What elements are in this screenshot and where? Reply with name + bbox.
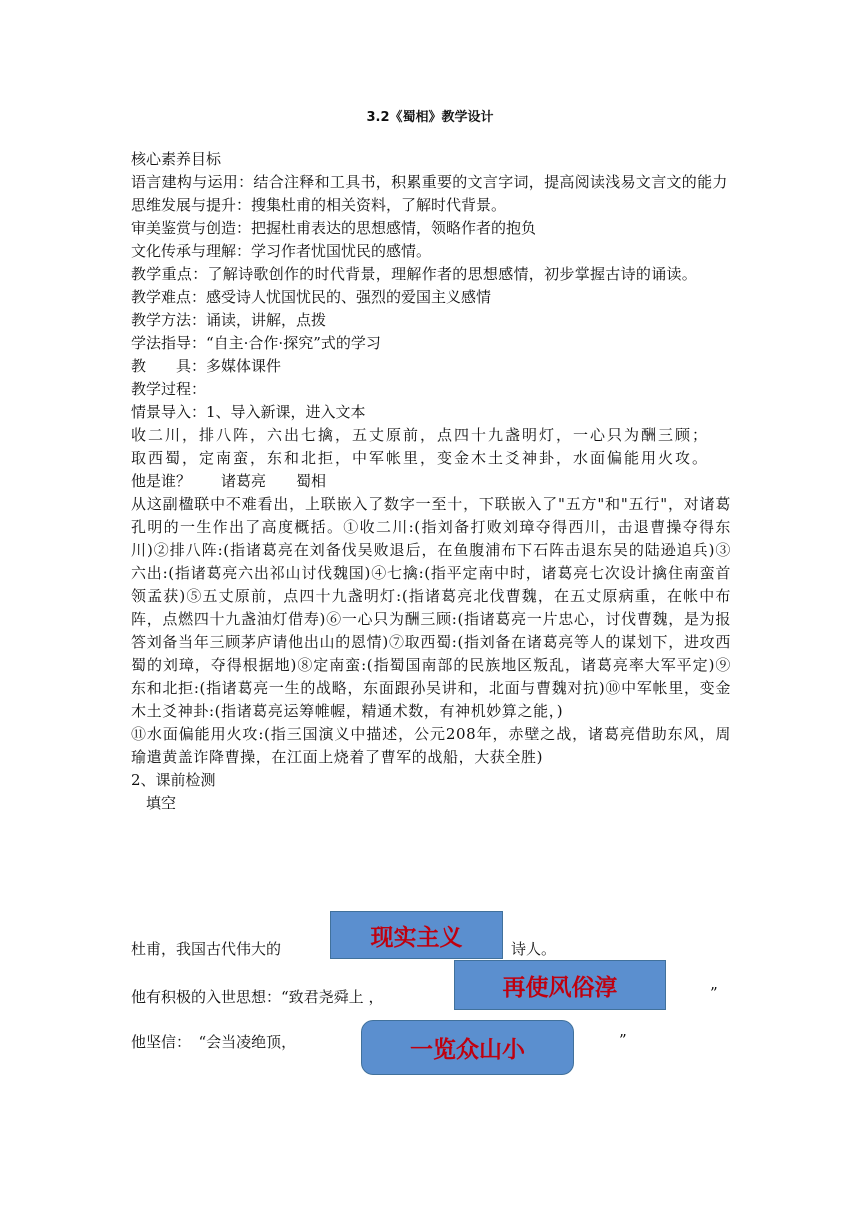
text-line: 文化传承与理解：学习作者忧国忧民的感情。 [131, 242, 432, 260]
fill-row-3-after [619, 1031, 627, 1049]
answer-box[interactable]: 一览众山小 [361, 1020, 574, 1075]
document-body [131, 148, 731, 815]
fill-row-2 [131, 986, 383, 1007]
fill-suffix: ” [710, 984, 718, 1002]
fill-suffix: ” [619, 1031, 627, 1049]
fill-prompt: 他有积极的入世思想：“致君尧舜上 ， [131, 988, 384, 1006]
fill-prompt: 他坚信： “会当凌绝顶， [131, 1033, 297, 1051]
text-line: 教学难点：感受诗人忧国忧民的、强烈的爱国主义感情 [131, 288, 492, 306]
text-line: 教学过程： [131, 380, 207, 398]
answer-box[interactable]: 再使风俗淳 [454, 960, 666, 1010]
text-line: 他是谁？ 诸葛亮 蜀相 [131, 472, 327, 490]
text-line: 审美鉴赏与创造：把握杜甫表达的思想感情，领略作者的抱负 [131, 219, 537, 237]
fill-row-3 [131, 1031, 296, 1052]
paragraph: 从这副楹联中不难看出，上联嵌入了数字一至十，下联嵌入了"五方"和"五行"，对诸葛孔明的一生作出了高度概括。①收二川:(指刘备打败刘璋夺得西川，击退曹操夺得东川)②排八阵:(指诸葛亮在刘备伐吴败退后，在鱼腹浦布下石阵击退东吴的陆逊追兵)③六出:(指诸葛亮六出祁山讨伐魏国)④七擒:(指平定南中时，诸葛亮七次设计擒住南蛮首领孟获)⑤五丈原前，点四十九盏明灯:(指诸葛亮北伐曹魏，在五丈原病重，在帐中布阵，点燃四十九盏油灯借寿)⑥一心只为酬三顾:(指诸葛亮一片忠心，讨伐曹魏，是为报答刘备当年三顾茅庐请他出山的恩情)⑦取西蜀:(指刘备在诸葛亮等人的谋划下，进攻西蜀的刘璋，夺得根据地)⑧定南蛮:(指蜀国南部的民族地区叛乱，诸葛亮率大军平定)⑨东和北拒:(指诸葛亮一生的战略，东面跟孙吴讲和，北面与曹魏对抗)⑩中军帐里，变金木土爻神卦:(指诸葛亮运筹帷幄，精通术数，有神机妙算之能，) [131, 495, 731, 720]
answer-box[interactable]: 现实主义 [330, 911, 503, 959]
text-line: 语言建构与运用：结合注释和工具书，积累重要的文言字词，提高阅读浅易文言文的能力 [131, 173, 728, 191]
section-heading: 核心素养目标 [131, 150, 222, 168]
fill-row-2-after [710, 984, 718, 1002]
couplet-line: 取西蜀，定南蛮，东和北拒，中军帐里，变金木土爻神卦，水面偏能用火攻。 [131, 449, 710, 467]
couplet-line: 收二川，排八阵，六出七擒，五丈原前，点四十九盏明灯，一心只为酬三顾； [131, 426, 710, 444]
text-line: 情景导入：1、导入新课，进入文本 [131, 403, 366, 421]
fill-suffix: 诗人。 [511, 940, 557, 958]
paragraph: ⑪水面偏能用火攻:(指三国演义中描述，公元208年，赤壁之战，诸葛亮借助东风，周瑜遣黄盖诈降曹操，在江面上烧着了曹军的战船，大获全胜) [131, 725, 731, 766]
text-line: 思维发展与提升：搜集杜甫的相关资料，了解时代背景。 [131, 196, 507, 214]
fill-row-1 [131, 938, 281, 959]
text-line: 2、课前检测 [131, 771, 216, 789]
text-line: 教学方法：诵读，讲解，点拨 [131, 311, 327, 329]
fill-row-1-after [511, 938, 556, 959]
text-line: 教学重点：了解诗歌创作的时代背景，理解作者的思想感情，初步掌握古诗的诵读。 [131, 265, 698, 283]
page-title: 3.2《蜀相》教学设计 [366, 110, 494, 125]
text-line: 填空 [131, 794, 177, 812]
fill-prompt: 杜甫，我国古代伟大的 [131, 940, 282, 958]
text-line: 学法指导：“自主·合作·探究”式的学习 [131, 334, 381, 352]
text-line: 教 具：多媒体课件 [131, 357, 282, 375]
